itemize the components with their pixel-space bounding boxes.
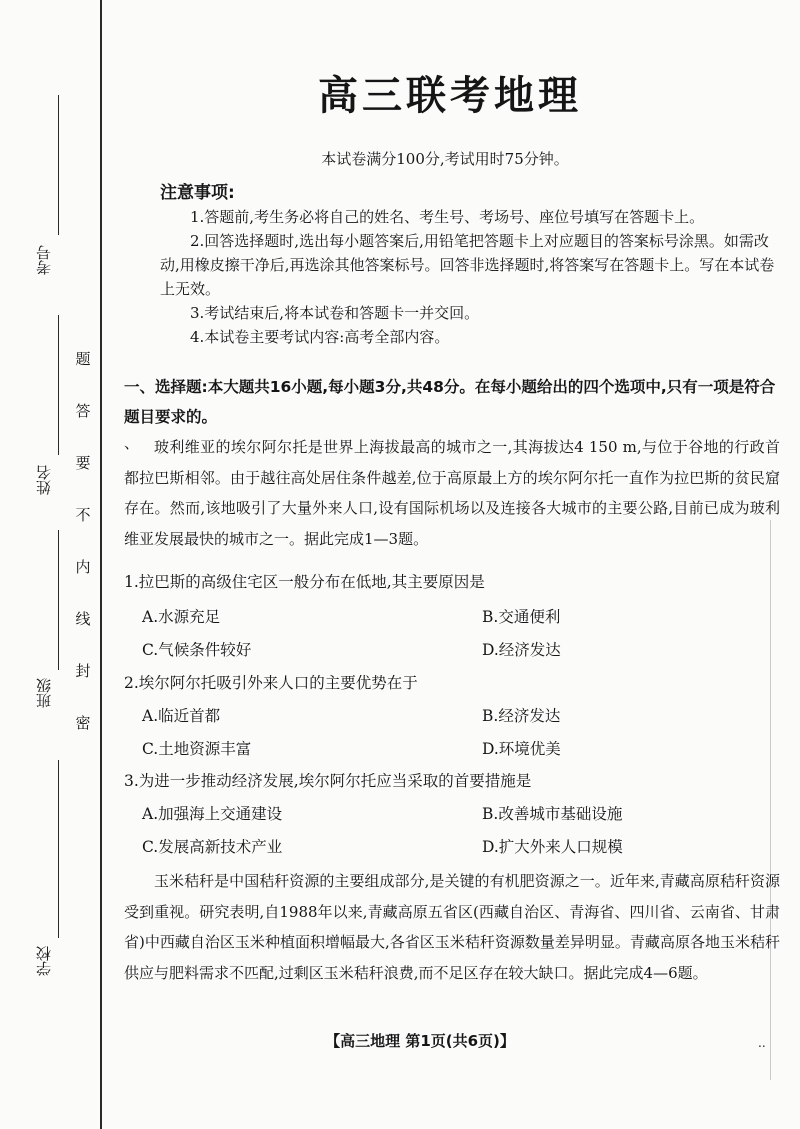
option-d[interactable]: D.经济发达 [482,641,561,659]
notice-item: 2.回答选择题时,选出每小题答案后,用铅笔把答题卡上对应题目的答案标号涂黑。如需改动,用橡皮擦干净后,再选涂其他答案标号。回答非选择题时,将答案写在答题卡上。写在本试卷上无效。 [160,232,775,298]
exam-id-label: 考号 [35,245,53,275]
page-edge-shadow [770,520,771,1080]
option-c[interactable]: C.土地资源丰富 [142,740,252,758]
school-blank[interactable] [58,760,59,938]
school-label: 学校 [35,946,53,976]
question-stem: 1.拉巴斯的高级住宅区一般分布在低地,其主要原因是 [124,573,485,591]
option-a[interactable]: A.加强海上交通建设 [142,805,283,823]
seal-char: 内 [75,558,91,576]
notice-item: 4.本试卷主要考试内容:高考全部内容。 [190,328,450,346]
passage-2: 玉米秸秆是中国秸秆资源的主要组成部分,是关键的有机肥资源之一。近年来,青藏高原秸秆资源受到重视。研究表明,自1988年以来,青藏高原五省区(西藏自治区、青海省、四川省、云南省、甘肃省)中西藏自治区玉米种植面积增幅最大,各省区玉米秸秆资源数量差异明显。青藏高原各地玉米秸秆供应与肥料需求不匹配,过剩区玉米秸秆浪费,而不足区存在较大缺口。据此完成4—6题。 [124,872,780,982]
notice-title: 注意事项: [160,183,235,203]
option-b[interactable]: B.经济发达 [482,707,561,725]
section-heading: 一、选择题:本大题共16小题,每小题3分,共48分。在每小题给出的四个选项中,只有一项是符合题目要求的。 [124,378,776,426]
exam-meta: 本试卷满分100分,考试用时75分钟。 [321,150,569,168]
seal-char: 线 [75,610,91,628]
question-stem: 2.埃尔阿尔托吸引外来人口的主要优势在于 [124,674,418,692]
binding-margin-line [100,0,102,1129]
seal-char: 题 [75,350,91,368]
class-label: 班级 [35,678,53,708]
exam-id-blank[interactable] [58,95,59,235]
option-a[interactable]: A.临近首都 [142,707,221,725]
notice-item: 1.答题前,考生务必将自己的姓名、考生号、考场号、座位号填写在答题卡上。 [190,208,705,226]
option-c[interactable]: C.气候条件较好 [142,641,252,659]
option-c[interactable]: C.发展高新技术产业 [142,838,283,856]
question-stem: 3.为进一步推动经济发展,埃尔阿尔托应当采取的首要措施是 [124,772,532,790]
corner-mark: .. [758,1036,766,1050]
passage-marker: 、 [124,434,140,452]
option-d[interactable]: D.环境优美 [482,740,561,758]
seal-char: 密 [75,714,91,732]
name-label: 姓名 [35,465,53,495]
seal-char: 要 [75,454,91,472]
option-a[interactable]: A.水源充足 [142,608,221,626]
option-b[interactable]: B.改善城市基础设施 [482,805,623,823]
seal-char: 答 [75,402,91,420]
option-d[interactable]: D.扩大外来人口规模 [482,838,623,856]
seal-char: 封 [75,662,91,680]
notice-item: 3.考试结束后,将本试卷和答题卡一并交回。 [190,304,480,322]
page-footer: 【高三地理 第1页(共6页)】 [325,1032,515,1050]
name-blank[interactable] [58,315,59,455]
seal-char: 不 [75,506,91,524]
passage-1: 玻利维亚的埃尔阿尔托是世界上海拔最高的城市之一,其海拔达4 150 m,与位于谷地的行政首都拉巴斯相邻。由于越往高处居住条件越差,位于高原最上方的埃尔阿尔托一直作为拉巴斯的贫民窟存在。然而,该地吸引了大量外来人口,设有国际机场以及连接各大城市的主要公路,目前已成为玻利维亚发展最快的城市之一。据此完成1—3题。 [124,438,780,548]
class-blank[interactable] [58,530,59,670]
option-b[interactable]: B.交通便利 [482,608,561,626]
exam-title: 高三联考地理 [318,73,582,119]
